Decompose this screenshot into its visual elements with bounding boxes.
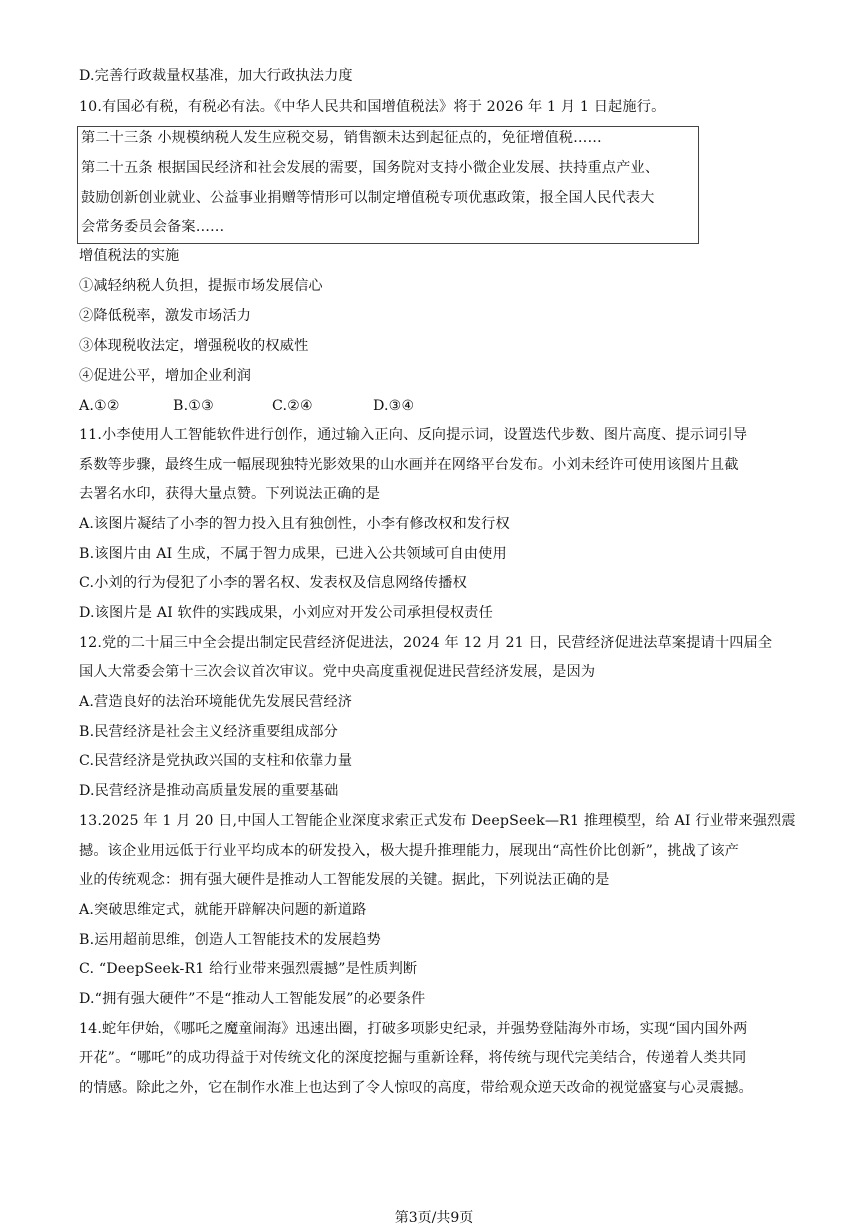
question-10-item: ②降低税率，激发市场活力 — [79, 308, 252, 324]
answer-option[interactable]: C.小刘的行为侵犯了小李的署名权、发表权及信息网络传播权 — [79, 575, 467, 591]
question-14-stem-line: 开花”。“哪吒”的成功得益于对传统文化的深度挖掘与重新诠释，将传统与现代完美结合，传递着人类共同 — [79, 1050, 747, 1066]
question-11-stem-line: 系数等步骤，最终生成一幅展现独特光影效果的山水画并在网络平台发布。小刘未经许可使用该图片且截 — [79, 457, 739, 473]
question-10-item: ③体现税收法定，增强税收的权威性 — [79, 338, 309, 354]
law-excerpt-line: 第二十五条 根据国民经济和社会发展的需要，国务院对支持小微企业发展、扶持重点产业、 — [81, 160, 660, 176]
law-excerpt-line: 第二十三条 小规模纳税人发生应税交易，销售额未达到起征点的，免征增值税…… — [81, 130, 602, 146]
question-10-options — [79, 395, 414, 417]
question-10-prompt: 增值税法的实施 — [79, 248, 180, 264]
answer-option[interactable]: D.该图片是 AI 软件的实践成果，小刘应对开发公司承担侵权责任 — [79, 605, 493, 621]
question-14-stem-line: 14.蛇年伊始，《哪吒之魔童闹海》迅速出圈，打破多项影史纪录，并强势登陆海外市场，实现“国内国外两 — [79, 1021, 748, 1037]
answer-option[interactable]: B.运用超前思维，创造人工智能技术的发展趋势 — [79, 932, 381, 948]
question-12-stem-line: 12.党的二十届三中全会提出制定民营经济促进法，2024 年 12 月 21 日，民营经济促进法草案提请十四届全 — [79, 635, 773, 651]
answer-option[interactable]: D.③④ — [373, 398, 415, 414]
answer-option[interactable]: C.②④ — [272, 398, 313, 414]
law-excerpt-line: 鼓励创新创业就业、公益事业捐赠等情形可以制定增值税专项优惠政策，报全国人民代表大 — [81, 190, 655, 206]
answer-option[interactable]: B.民营经济是社会主义经济重要组成部分 — [79, 724, 338, 740]
answer-option[interactable]: C.民营经济是党执政兴国的支柱和依靠力量 — [79, 753, 353, 769]
answer-option[interactable]: B.①③ — [173, 398, 214, 414]
question-11-stem-line: 11.小李使用人工智能软件进行创作，通过输入正向、反向提示词，设置迭代步数、图片高度、提示词引导 — [79, 427, 748, 443]
answer-option[interactable]: A.营造良好的法治环境能优先发展民营经济 — [79, 694, 353, 710]
answer-option[interactable]: D.民营经济是推动高质量发展的重要基础 — [79, 783, 339, 799]
answer-option[interactable]: B.该图片由 AI 生成，不属于智力成果，已进入公共领域可自由使用 — [79, 546, 507, 562]
question-13-stem-line: 业的传统观念：拥有强大硬件是推动人工智能发展的关键。据此，下列说法正确的是 — [79, 872, 610, 888]
question-12-stem-line: 国人大常委会第十三次会议首次审议。党中央高度重视促进民营经济发展，是因为 — [79, 664, 596, 680]
question-10-stem: 10.有国必有税，有税必有法。《中华人民共和国增值税法》将于 2026 年 1 月 1 日起施行。 — [79, 99, 666, 115]
question-10-item: ①减轻纳税人负担，提振市场发展信心 — [79, 278, 323, 294]
question-10-item: ④促进公平，增加企业利润 — [79, 368, 252, 384]
question-9-option-d: D.完善行政裁量权基准，加大行政执法力度 — [79, 68, 353, 84]
question-14-stem-line: 的情感。除此之外，它在制作水准上也达到了令人惊叹的高度，带给观众逆天改命的视觉盛宴与心灵震撼。 — [79, 1080, 753, 1096]
law-excerpt-box — [77, 126, 699, 244]
answer-option[interactable]: D.“拥有强大硬件”不是“推动人工智能发展”的必要条件 — [79, 991, 426, 1007]
answer-option[interactable]: A.该图片凝结了小李的智力投入且有独创性，小李有修改权和发行权 — [79, 516, 510, 532]
page-number-footer: 第3页/共9页 — [394, 1210, 474, 1226]
answer-option[interactable]: A.突破思维定式，就能开辟解决问题的新道路 — [79, 902, 367, 918]
law-excerpt-line: 会常务委员会备案…… — [81, 219, 225, 235]
answer-option[interactable]: C. “DeepSeek-R1 给行业带来强烈震撼”是性质判断 — [79, 961, 418, 977]
question-11-stem-line: 去署名水印，获得大量点赞。下列说法正确的是 — [79, 486, 381, 502]
question-13-stem-line: 撼。该企业用远低于行业平均成本的研发投入，极大提升推理能力，展现出“高性价比创新”，挑战了该产 — [79, 843, 739, 859]
answer-option[interactable]: A.①② — [79, 398, 120, 414]
question-13-stem-line: 13.2025 年 1 月 20 日,中国人工智能企业深度求索正式发布 DeepSeek—R1 推理模型，给 AI 行业带来强烈震 — [79, 813, 796, 829]
